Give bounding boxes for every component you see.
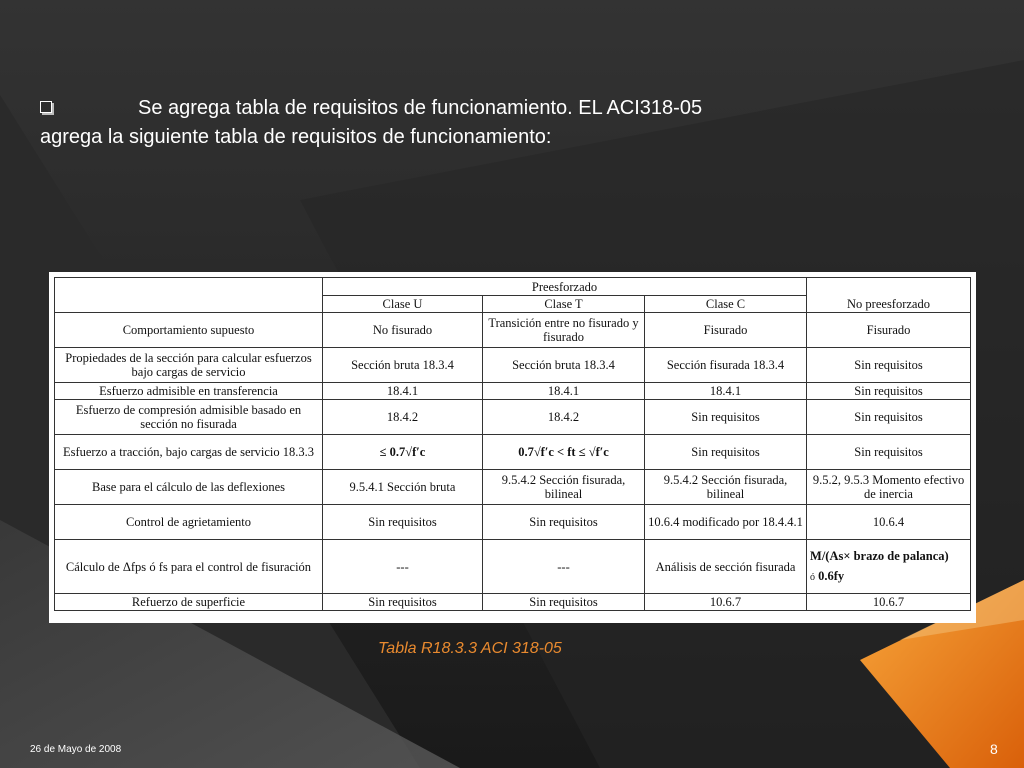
formula-06fy: 0.6fy	[818, 568, 845, 583]
formula-07-sqrt-fc-lt-ft-le-sqrt-fc: 0.7√f′c < ft ≤ √f′c	[518, 445, 609, 459]
table-row	[55, 505, 971, 540]
cell: Fisurado	[645, 313, 807, 348]
cell: 10.6.4	[807, 505, 971, 540]
row-label: Base para el cálculo de las deflexiones	[55, 470, 323, 505]
formula-le-07-sqrt-fc: ≤ 0.7√f′c	[379, 445, 426, 459]
row-label: Esfuerzo admisible en transferencia	[55, 383, 323, 400]
tension-formula-u	[323, 435, 483, 470]
header-clase-t: Clase T	[483, 296, 645, 313]
table-row	[55, 383, 971, 400]
cell: Sin requisitos	[483, 594, 645, 611]
cell: 9.5.4.2 Sección fisurada, bilineal	[645, 470, 807, 505]
tension-formula-t	[483, 435, 645, 470]
bullet-line-2: agrega la siguiente tabla de requisitos de funcionamiento:	[40, 126, 552, 148]
cell: 9.5.4.2 Sección fisurada, bilineal	[483, 470, 645, 505]
requirements-table	[54, 277, 971, 611]
cell: ---	[483, 540, 645, 594]
row-label: Refuerzo de superficie	[55, 594, 323, 611]
cell: Sin requisitos	[483, 505, 645, 540]
cell: 10.6.4 modificado por 18.4.4.1	[645, 505, 807, 540]
cell: 9.5.4.1 Sección bruta	[323, 470, 483, 505]
requirements-table-image	[49, 272, 976, 623]
corner-cell	[55, 278, 323, 313]
footer-date: 26 de Mayo de 2008	[30, 744, 122, 755]
cell: Sin requisitos	[807, 400, 971, 435]
cell: 10.6.7	[645, 594, 807, 611]
bullet-paragraph	[40, 94, 940, 152]
cell: 18.4.2	[323, 400, 483, 435]
table-row	[55, 540, 971, 594]
bullet-line-1: Se agrega tabla de requisitos de funcionamiento. EL ACI318-05	[138, 97, 703, 119]
cell: 18.4.1	[323, 383, 483, 400]
cell: Sin requisitos	[807, 383, 971, 400]
table-row	[55, 594, 971, 611]
table-row	[55, 348, 971, 383]
header-preesforzado: Preesforzado	[323, 278, 807, 296]
cell: Sin requisitos	[807, 435, 971, 470]
page-number: 8	[990, 741, 998, 757]
cell: Análisis de sección fisurada	[645, 540, 807, 594]
cell: 9.5.2, 9.5.3 Momento efectivo de inercia	[807, 470, 971, 505]
cell: Sin requisitos	[323, 594, 483, 611]
checkbox-bullet-icon	[40, 101, 52, 113]
symbol-fs: fs	[158, 559, 168, 574]
formula-m-over-as: M/(As× brazo de palanca)	[810, 548, 949, 563]
row-label: Control de agrietamiento	[55, 505, 323, 540]
table-row	[55, 470, 971, 505]
table-row	[55, 400, 971, 435]
cell: Sección bruta 18.3.4	[323, 348, 483, 383]
table-caption: Tabla R18.3.3 ACI 318-05	[378, 640, 562, 657]
cell: Transición entre no fisurado y fisurado	[483, 313, 645, 348]
cell: ---	[323, 540, 483, 594]
cell: Sección bruta 18.3.4	[483, 348, 645, 383]
row-label: Propiedades de la sección para calcular esfuerzos bajo cargas de servicio	[55, 348, 323, 383]
np-formula-cell: M/(As× brazo de palanca) ó 0.6fy	[807, 540, 971, 594]
cell: 18.4.2	[483, 400, 645, 435]
table-row	[55, 435, 971, 470]
row-label: Esfuerzo a tracción, bajo cargas de servicio 18.3.3	[55, 435, 323, 470]
header-clase-c: Clase C	[645, 296, 807, 313]
cell: 18.4.1	[483, 383, 645, 400]
header-no-preesforzado: No preesforzado	[807, 278, 971, 313]
table-row	[55, 313, 971, 348]
symbol-delta-fps: Δfps	[122, 559, 147, 574]
cell: 10.6.7	[807, 594, 971, 611]
cell: Sección fisurada 18.3.4	[645, 348, 807, 383]
cell: Fisurado	[807, 313, 971, 348]
row-label: Comportamiento supuesto	[55, 313, 323, 348]
cell: Sin requisitos	[807, 348, 971, 383]
cell: No fisurado	[323, 313, 483, 348]
row-label: Esfuerzo de compresión admisible basado en sección no fisurada	[55, 400, 323, 435]
cell: 18.4.1	[645, 383, 807, 400]
cell: Sin requisitos	[323, 505, 483, 540]
cell: Sin requisitos	[645, 435, 807, 470]
header-clase-u: Clase U	[323, 296, 483, 313]
row-label-crack-calc: Cálculo de Δfps ó fs para el control de fisuración	[55, 540, 323, 594]
cell: Sin requisitos	[645, 400, 807, 435]
